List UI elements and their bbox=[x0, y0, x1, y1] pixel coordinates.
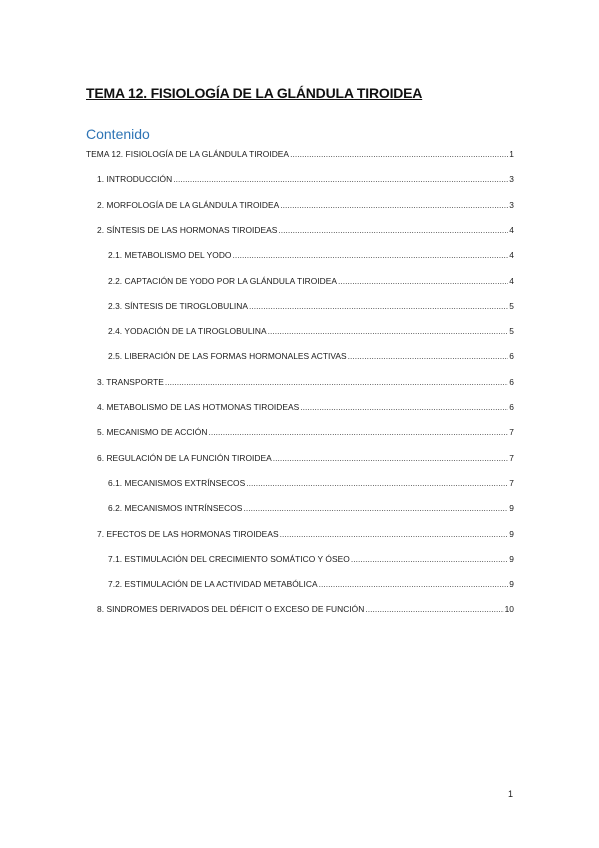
toc-entry-title: 6. REGULACIÓN DE LA FUNCIÓN TIROIDEA bbox=[97, 452, 272, 463]
toc-entry-page: 4 bbox=[509, 224, 514, 235]
dot-leader bbox=[319, 578, 509, 590]
toc-entry[interactable] bbox=[108, 502, 514, 514]
toc-entry-title: 4. METABOLISMO DE LAS HOTMONAS TIROIDEAS bbox=[97, 402, 300, 412]
dot-leader bbox=[208, 426, 508, 438]
toc-entry[interactable] bbox=[86, 148, 514, 160]
toc-entry-title: 2. SÍNTESIS DE LAS HORMONAS TIROIDEAS bbox=[97, 224, 278, 235]
toc-entry[interactable] bbox=[108, 477, 514, 489]
dot-leader bbox=[351, 553, 508, 565]
page-number: 1 bbox=[507, 789, 513, 799]
toc-entry[interactable] bbox=[97, 603, 514, 615]
toc-entry-page: 9 bbox=[509, 579, 514, 590]
dot-leader bbox=[348, 350, 509, 362]
toc-entry[interactable] bbox=[108, 553, 514, 565]
toc-entry[interactable] bbox=[97, 528, 514, 540]
dot-leader bbox=[290, 148, 508, 160]
toc-entry-title: 5. MECANISMO DE ACCIÓN bbox=[97, 427, 208, 438]
toc-entry-title: 7.2. ESTIMULACIÓN DE LA ACTIVIDAD METABÓLICA bbox=[108, 579, 318, 590]
toc-entry-title: 2.2. CAPTACIÓN DE YODO POR LA GLÁNDULA TIROIDEA bbox=[108, 275, 338, 286]
toc-entry[interactable] bbox=[108, 249, 514, 261]
toc-entry[interactable] bbox=[108, 325, 514, 337]
dot-leader bbox=[280, 199, 508, 211]
toc-entry-page: 6 bbox=[509, 351, 514, 362]
toc-entry-title: 7.1. ESTIMULACIÓN DEL CRECIMIENTO SOMÁTICO Y ÓSEO bbox=[108, 553, 350, 564]
toc-entry[interactable] bbox=[108, 350, 514, 362]
toc-entry[interactable] bbox=[97, 173, 514, 185]
toc-entry[interactable] bbox=[108, 300, 514, 312]
toc-entry-title: TEMA 12. FISIOLOGÍA DE LA GLÁNDULA TIROIDEA bbox=[86, 149, 290, 159]
toc-entry[interactable] bbox=[97, 452, 514, 464]
toc-entry-page: 5 bbox=[509, 326, 514, 337]
toc-entry[interactable] bbox=[97, 199, 514, 211]
dot-leader bbox=[365, 603, 503, 615]
toc-entry[interactable] bbox=[97, 224, 514, 236]
toc-entry-title: 8. SINDROMES DERIVADOS DEL DÉFICIT O EXCESO DE FUNCIÓN bbox=[97, 604, 365, 615]
toc-entry-page: 6 bbox=[509, 376, 514, 387]
dot-leader bbox=[338, 275, 508, 287]
toc-entry-page: 4 bbox=[509, 250, 514, 261]
toc-heading: Contenido bbox=[86, 126, 150, 142]
toc-entry-title: 1. INTRODUCCIÓN bbox=[97, 174, 173, 185]
toc-entry-title: 2.3. SÍNTESIS DE TIROGLOBULINA bbox=[108, 300, 249, 311]
toc-entry-page: 4 bbox=[509, 275, 514, 286]
toc-entry[interactable] bbox=[97, 376, 514, 388]
toc-entry[interactable] bbox=[108, 275, 514, 287]
dot-leader bbox=[280, 528, 509, 540]
toc-entry-page: 9 bbox=[509, 553, 514, 564]
dot-leader bbox=[246, 477, 508, 489]
dot-leader bbox=[243, 502, 508, 514]
toc-entry-title: 2. MORFOLOGÍA DE LA GLÁNDULA TIROIDEA bbox=[97, 199, 280, 210]
toc-entry-title: 2.1. METABOLISMO DEL YODO bbox=[108, 250, 232, 261]
toc-entry-page: 9 bbox=[509, 503, 514, 514]
toc-entry-page: 9 bbox=[509, 528, 514, 539]
toc-entry[interactable] bbox=[97, 401, 514, 413]
dot-leader bbox=[268, 325, 509, 337]
toc-entry-page: 5 bbox=[509, 300, 514, 311]
toc-entry-title: 2.5. LIBERACIÓN DE LAS FORMAS HORMONALES ACTIVAS bbox=[108, 351, 347, 362]
toc-entry-title: 2.4. YODACIÓN DE LA TIROGLOBULINA bbox=[108, 326, 267, 337]
toc-entry-page: 6 bbox=[509, 402, 514, 412]
dot-leader bbox=[249, 300, 508, 312]
toc-entry-page: 3 bbox=[509, 174, 514, 185]
document-title: TEMA 12. FISIOLOGÍA DE LA GLÁNDULA TIROIDEA bbox=[86, 85, 423, 101]
dot-leader bbox=[273, 452, 509, 464]
dot-leader bbox=[278, 224, 508, 236]
dot-leader bbox=[233, 249, 509, 261]
toc-entry-title: 3. TRANSPORTE bbox=[97, 376, 164, 387]
toc-entry-page: 7 bbox=[509, 452, 514, 463]
toc-entry-page: 7 bbox=[509, 477, 514, 488]
toc-entry-title: 7. EFECTOS DE LAS HORMONAS TIROIDEAS bbox=[97, 528, 279, 539]
toc-entry-title: 6.1. MECANISMOS EXTRÍNSECOS bbox=[108, 477, 246, 488]
toc-entry[interactable] bbox=[108, 578, 514, 590]
toc-entry-title: 6.2. MECANISMOS INTRÍNSECOS bbox=[108, 503, 243, 514]
dot-leader bbox=[173, 173, 508, 185]
toc-entry-page: 7 bbox=[509, 427, 514, 438]
dot-leader bbox=[165, 376, 508, 388]
toc-entry-page: 3 bbox=[509, 199, 514, 210]
toc-entry-page: 10 bbox=[504, 604, 514, 615]
dot-leader bbox=[300, 401, 508, 413]
toc-entry-page: 1 bbox=[509, 149, 514, 159]
toc-entry[interactable] bbox=[97, 426, 514, 438]
